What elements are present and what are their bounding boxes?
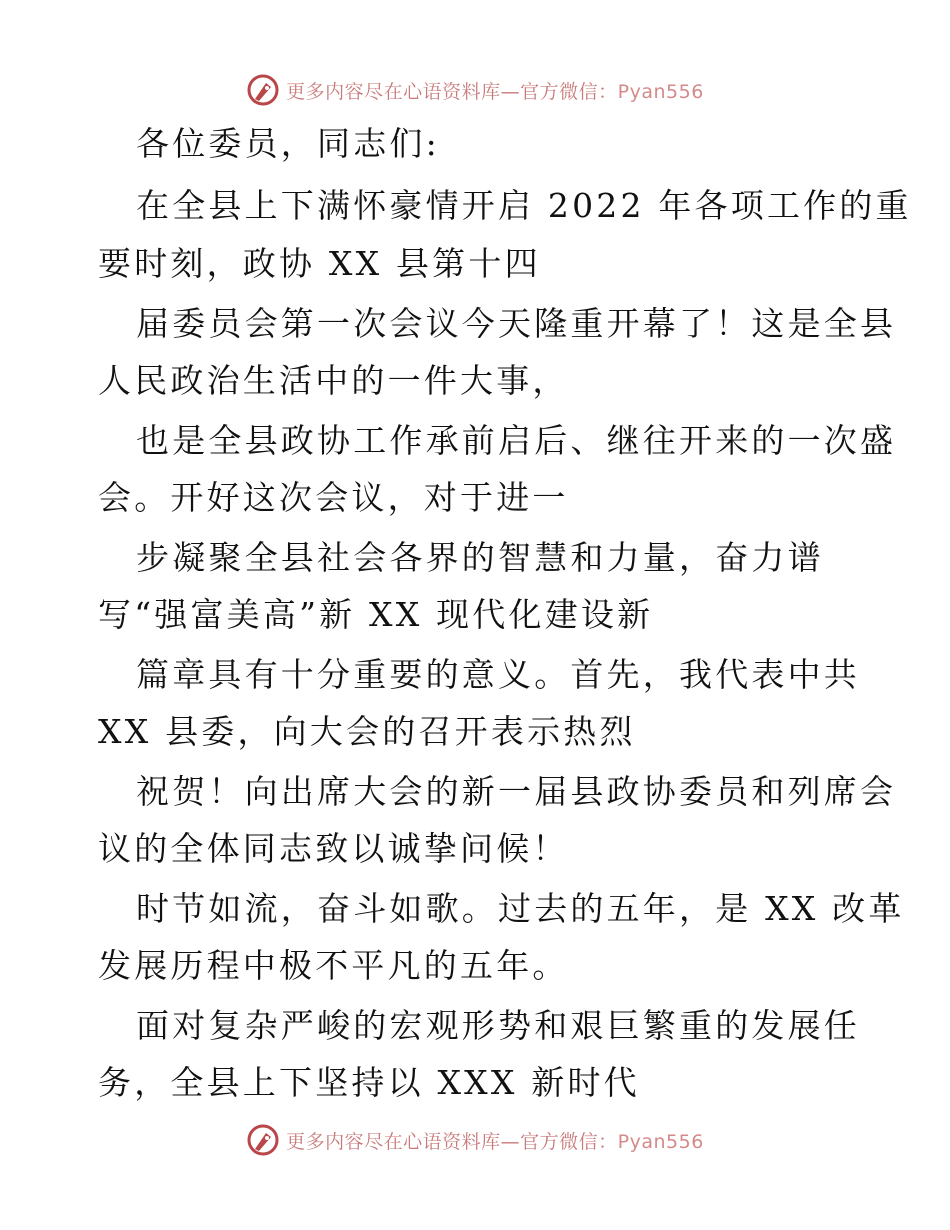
text-line: 届委员会第一次会议今天隆重开幕了！这是全县 xyxy=(136,304,897,343)
watermark-text: 更多内容尽在心语资料库—官方微信：Pyan556 xyxy=(286,80,704,103)
text-line: 发展历程中极不平凡的五年。 xyxy=(98,946,569,985)
text-line: 务，全县上下坚持以 XXX 新时代 xyxy=(98,1063,640,1102)
footer-watermark xyxy=(0,1120,950,1160)
text-line: 议的全体同志致以诚挚问候！ xyxy=(98,829,569,868)
text-line: 也是全县政协工作承前启后、继往开来的一次盛 xyxy=(136,421,897,460)
text-line: 各位委员，同志们: xyxy=(136,124,440,163)
text-line: 步凝聚全县社会各界的智慧和力量，奋力谱 xyxy=(136,538,824,577)
text-line: 面对复杂严峻的宏观形势和艰巨繁重的发展任 xyxy=(136,1006,860,1045)
watermark-text: 更多内容尽在心语资料库—官方微信：Pyan556 xyxy=(286,1130,704,1153)
pen-nib-seal-icon xyxy=(246,73,280,107)
text-line: 篇章具有十分重要的意义。首先，我代表中共 xyxy=(136,655,860,694)
text-line: 会。开好这次会议，对于进一 xyxy=(98,478,569,517)
text-line: 祝贺！向出席大会的新一届县政协委员和列席会 xyxy=(136,772,897,811)
text-line: 在全县上下满怀豪情开启 2022 年各项工作的重 xyxy=(136,186,912,225)
text-line: XX 县委，向大会的召开表示热烈 xyxy=(98,712,636,751)
text-line: 时节如流，奋斗如歌。过去的五年，是 XX 改革 xyxy=(136,889,905,928)
header-watermark xyxy=(0,70,950,110)
pen-nib-seal-icon xyxy=(246,1123,280,1157)
text-line: 要时刻，政协 XX 县第十四 xyxy=(98,244,541,283)
text-line: 写“强富美高”新 XX 现代化建设新 xyxy=(98,595,654,634)
text-line: 人民政治生活中的一件大事， xyxy=(98,361,569,400)
